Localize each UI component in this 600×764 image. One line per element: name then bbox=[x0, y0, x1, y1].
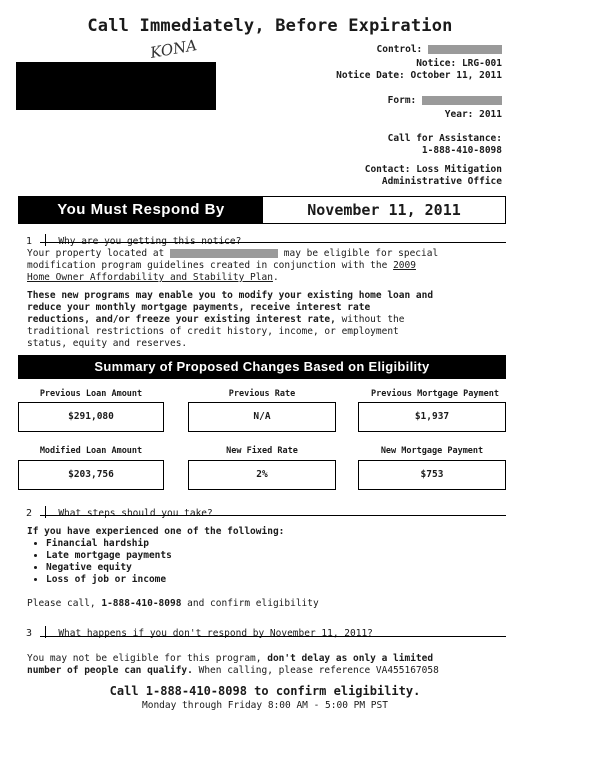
section-1-paragraph-1: Your property located at may be eligible for special modification program guidelines created in conjunction with the 2009 Home Owner Affordability and Stability Plan. bbox=[27, 248, 439, 283]
redacted-address-block bbox=[16, 62, 216, 110]
call-to-confirm-line: Please call, 1-888-410-8098 and confirm eligibility bbox=[27, 598, 319, 609]
new-mortgage-payment-value: $753 bbox=[358, 460, 506, 490]
previous-loan-amount-value: $291,080 bbox=[18, 402, 164, 432]
control-label: Control: bbox=[376, 44, 423, 55]
program-link-name: Home Owner Affordability and Stability Plan bbox=[27, 272, 273, 283]
call-phone-number: 1-888-410-8098 bbox=[101, 598, 182, 609]
new-mortgage-payment-label: New Mortgage Payment bbox=[380, 446, 484, 456]
list-item: • Financial hardship bbox=[46, 538, 172, 550]
redacted-property-address bbox=[170, 249, 278, 258]
list-item: • Loss of job or income bbox=[46, 574, 172, 586]
previous-loan-amount-label: Previous Loan Amount bbox=[39, 389, 143, 399]
year-line: Year: 2011 bbox=[444, 109, 502, 120]
section-1-paragraph-2: These new programs may enable you to modify your existing home loan and reduce your monthly mortgage payments, receive interest rate reductions, and/or freeze your existing interest rate, without the traditional restrictions of credit history, income, or employment status, equity and reserves. bbox=[27, 290, 434, 349]
footer-hours: Monday through Friday 8:00 AM - 5:00 PM PST bbox=[142, 700, 388, 711]
respond-by-date: November 11, 2011 bbox=[307, 201, 461, 219]
previous-rate-value: N/A bbox=[188, 402, 336, 432]
redacted-form-number bbox=[422, 96, 502, 105]
new-fixed-rate-label: New Fixed Rate bbox=[226, 446, 298, 456]
section-3-header bbox=[26, 621, 506, 639]
assistance-label: Call for Assistance: bbox=[387, 133, 502, 144]
section-3-number: 3 bbox=[26, 628, 33, 639]
list-item: • Negative equity bbox=[46, 562, 172, 574]
previous-mortgage-payment-value: $1,937 bbox=[358, 402, 506, 432]
section-3-paragraph: You may not be eligible for this program, don't delay as only a limited number of people can qualify. When calling, please reference VA455167058 bbox=[27, 653, 439, 676]
section-1-question: Why are you getting this notice? bbox=[58, 236, 242, 247]
form-line bbox=[388, 95, 502, 106]
footer-call-to-action: Call 1-888-410-8098 to confirm eligibility. bbox=[109, 684, 421, 698]
page-title: Call Immediately, Before Expiration bbox=[87, 16, 453, 36]
previous-rate-label: Previous Rate bbox=[228, 389, 296, 399]
new-fixed-rate-value: 2% bbox=[188, 460, 336, 490]
form-label: Form: bbox=[387, 95, 417, 106]
assistance-phone: 1-888-410-8098 bbox=[421, 145, 502, 156]
section-1-number: 1 bbox=[26, 236, 33, 247]
respond-by-bar bbox=[18, 196, 506, 224]
program-link-year: 2009 bbox=[393, 260, 416, 271]
section-2-header bbox=[26, 501, 506, 519]
hardship-intro: If you have experienced one of the following: bbox=[27, 526, 285, 537]
reference-number: When calling, please reference VA455167058 bbox=[192, 665, 439, 676]
redacted-control-number bbox=[428, 45, 502, 54]
contact-label: Contact: Loss Mitigation bbox=[364, 164, 502, 175]
modified-loan-amount-value: $203,756 bbox=[18, 460, 164, 490]
section-2-question: What steps should you take? bbox=[58, 508, 213, 519]
summary-title-bar: Summary of Proposed Changes Based on Eligibility bbox=[18, 355, 506, 379]
notice-line: Notice: LRG-001 bbox=[416, 58, 502, 69]
list-item: • Late mortgage payments bbox=[46, 550, 172, 562]
contact-office: Administrative Office bbox=[381, 176, 502, 187]
respond-by-label: You Must Respond By bbox=[19, 197, 263, 223]
section-1-header bbox=[26, 229, 506, 247]
handwritten-note: KONA bbox=[148, 36, 199, 62]
control-line bbox=[377, 44, 503, 55]
section-2-number: 2 bbox=[26, 508, 33, 519]
section-3-question: What happens if you don't respond by November 11, 2011? bbox=[58, 628, 373, 639]
notice-date: Notice Date: October 11, 2011 bbox=[336, 70, 502, 81]
hardship-list bbox=[28, 538, 172, 586]
previous-mortgage-payment-label: Previous Mortgage Payment bbox=[371, 389, 499, 399]
modified-loan-amount-label: Modified Loan Amount bbox=[39, 446, 143, 456]
